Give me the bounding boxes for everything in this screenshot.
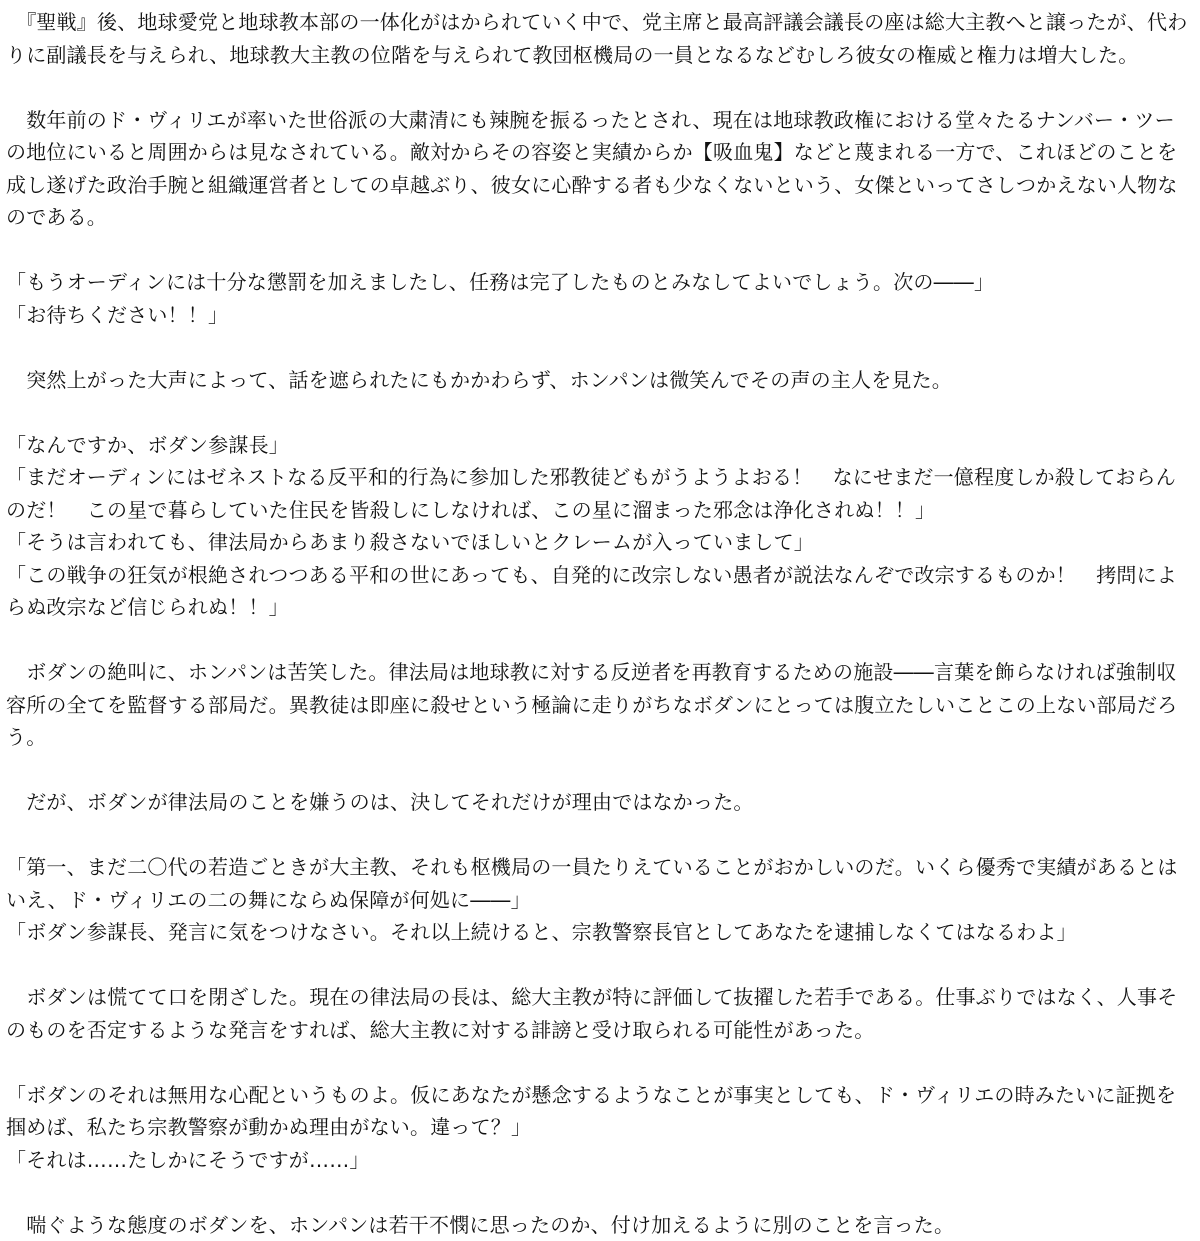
paragraph-spacer [6,1046,1194,1079]
paragraph-spacer [6,234,1194,267]
text-line: 「そうは言われても、律法局からあまり殺さないでほしいとクレームが入っていまして」 [6,526,1194,559]
paragraph-spacer [6,331,1194,364]
text-line: 突然上がった大声によって、話を遮られたにもかかわらず、ホンパンは微笑んでその声の主人を見た。 [6,364,1194,397]
text-line: 「ボダン参謀長、発言に気をつけなさい。それ以上続けると、宗教警察長官としてあなたを逮捕しなくてはなるわよ」 [6,916,1194,949]
paragraph-spacer [6,754,1194,787]
text-line: 「なんですか、ボダン参謀長」 [6,429,1194,462]
text-line: 喘ぐような態度のボダンを、ホンパンは若干不憫に思ったのか、付け加えるように別のことを言った。 [6,1209,1194,1241]
text-line: 「ボダンのそれは無用な心配というものよ。仮にあなたが懸念するようなことが事実としても、ド・ヴィリエの時みたいに証拠を掴めば、私たち宗教警察が動かぬ理由がない。違って？」 [6,1079,1194,1144]
paragraph-spacer [6,949,1194,982]
paragraph-spacer [6,1176,1194,1209]
paragraph-spacer [6,396,1194,429]
text-line: だが、ボダンが律法局のことを嫌うのは、決してそれだけが理由ではなかった。 [6,786,1194,819]
text-line: 「もうオーディンには十分な懲罰を加えましたし、任務は完了したものとみなしてよいでしょう。次の――」 [6,266,1194,299]
text-line: 「それは……たしかにそうですが……」 [6,1144,1194,1177]
text-line: ボダンの絶叫に、ホンパンは苦笑した。律法局は地球教に対する反逆者を再教育するための施設――言葉を飾らなければ強制収容所の全てを監督する部局だ。異教徒は即座に殺せという極論に走りがちなボダンにとっては腹立たしいことこの上ない部局だろう。 [6,656,1194,754]
text-line: ボダンは慌てて口を閉ざした。現在の律法局の長は、総大主教が特に評価して抜擢した若手である。仕事ぶりではなく、人事そのものを否定するような発言をすれば、総大主教に対する誹謗と受け取られる可能性があった。 [6,981,1194,1046]
text-line: 「第一、まだ二〇代の若造ごときが大主教、それも枢機局の一員たりえていることがおかしいのだ。いくら優秀で実績があるとはいえ、ド・ヴィリエの二の舞にならぬ保障が何処に――」 [6,851,1194,916]
text-line: 「この戦争の狂気が根絶されつつある平和の世にあっても、自発的に改宗しない愚者が説法なんぞで改宗するものか！ 拷問によらぬ改宗など信じられぬ！！」 [6,559,1194,624]
text-line: 『聖戦』後、地球愛党と地球教本部の一体化がはかられていく中で、党主席と最高評議会議長の座は総大主教へと譲ったが、代わりに副議長を与えられ、地球教大主教の位階を与えられて教団枢機局の一員となるなどむしろ彼女の権威と権力は増大した。 [6,6,1194,71]
paragraph-spacer [6,71,1194,104]
text-line: 数年前のド・ヴィリエが率いた世俗派の大粛清にも辣腕を振るったとされ、現在は地球教政権における堂々たるナンバー・ツーの地位にいると周囲からは見なされている。敵対からその容姿と実績からか【吸血鬼】などと蔑まれる一方で、これほどのことを成し遂げた政治手腕と組織運営者としての卓越ぶり、彼女に心酔する者も少なくないという、女傑といってさしつかえない人物なのである。 [6,104,1194,234]
paragraph-spacer [6,624,1194,657]
paragraph-spacer [6,819,1194,852]
text-line: 「お待ちください！！」 [6,299,1194,332]
text-line: 「まだオーディンにはゼネストなる反平和的行為に参加した邪教徒どもがうようよおる！ なにせまだ一億程度しか殺しておらんのだ！ この星で暮らしていた住民を皆殺しにしなければ、この星に溜まった邪念は浄化されぬ！！」 [6,461,1194,526]
